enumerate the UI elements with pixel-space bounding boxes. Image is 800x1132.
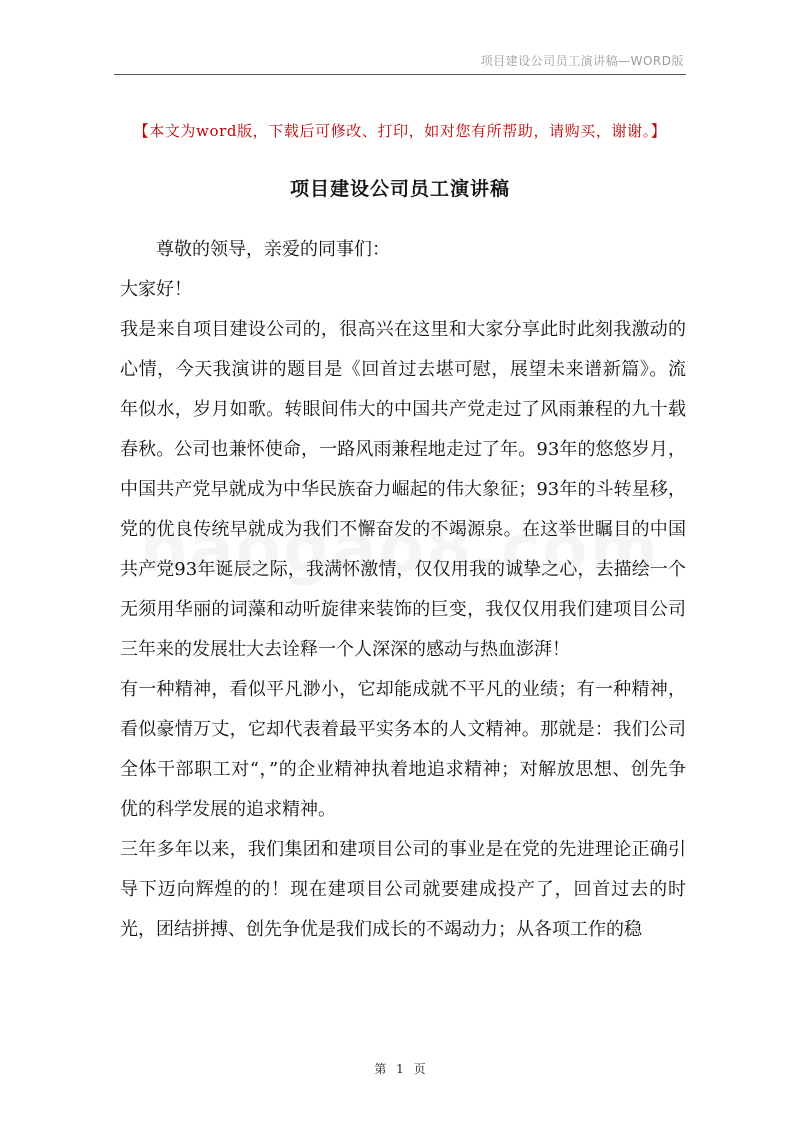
document-title: 项目建设公司员工演讲稿 <box>289 178 510 200</box>
greeting: 大家好！ <box>120 279 192 300</box>
running-header: 项目建设公司员工演讲稿—WORD版 <box>480 54 684 68</box>
download-notice: 【本文为word版，下载后可修改、打印，如对您有所帮助，请购买，谢谢。】 <box>133 122 667 140</box>
header-divider <box>114 74 686 75</box>
salutation: 尊敬的领导，亲爱的同事们： <box>156 239 390 260</box>
page-number: 1 <box>396 1062 404 1076</box>
page-suffix: 页 <box>413 1062 426 1076</box>
document-body <box>120 230 686 950</box>
page-footer <box>0 1060 800 1077</box>
paragraph-progress: 三年多年以来，我们集团和建项目公司的事业是在党的先进理论正确引导下迈向辉煌的的！现在建项目公司就要建成投产了，回首过去的时光，团结拼搏、创先争优是我们成长的不竭动力；从各项工作的稳 <box>120 839 686 940</box>
page-prefix: 第 <box>374 1062 387 1076</box>
paragraph-spirit: 有一种精神，看似平凡渺小，它却能成就不平凡的业绩；有一种精神，看似豪情万丈，它却代表着最平实务本的人文精神。那就是：我们公司全体干部职工对“，”的企业精神执着地追求精神；对解放思想、创先争优的科学发展的追求精神。 <box>120 679 686 820</box>
paragraph-intro: 我是来自项目建设公司的，很高兴在这里和大家分享此时此刻我激动的心情，今天我演讲的题目是《回首过去堪可慰，展望未来谱新篇》。流年似水，岁月如歌。转眼间伟大的中国共产党走过了风雨兼程的九十载春秋。公司也兼怀使命，一路风雨兼程地走过了年。93年的悠悠岁月，中国共产党早就成为中华民族奋力崛起的伟大象征；93年的斗转星移，党的优良传统早就成为我们不懈奋发的不竭源泉。在这举世瞩目的中国共产党93年诞辰之际，我满怀激情，仅仅用我的诚挚之心，去描绘一个无须用华丽的词藻和动听旋律来装饰的巨变，我仅仅用我们建项目公司三年来的发展壮大去诠释一个人深深的感动与热血澎湃！ <box>120 319 686 660</box>
